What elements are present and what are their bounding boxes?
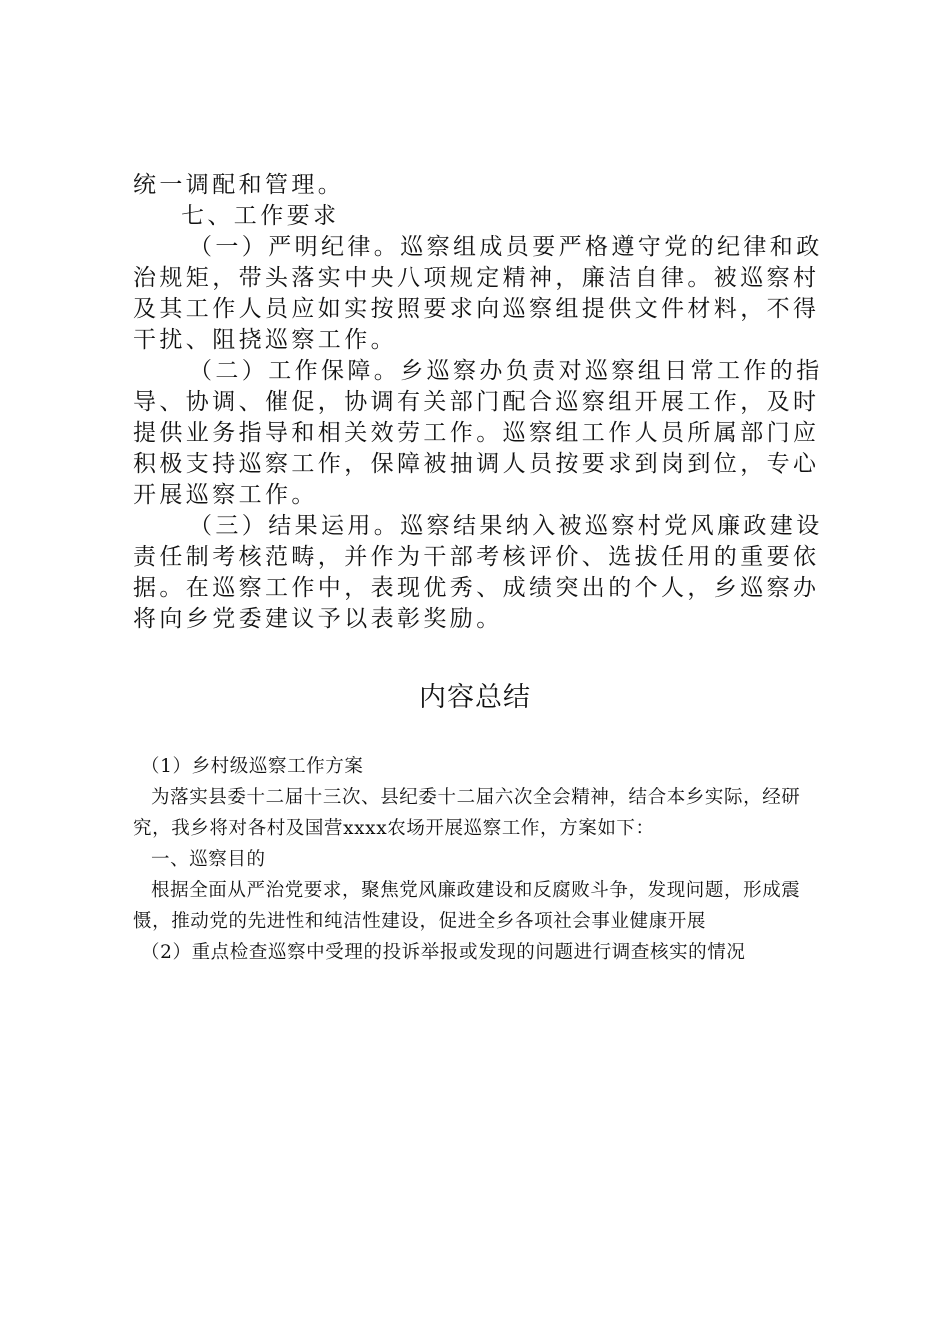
requirement-paragraph-3: （三）结果运用。巡察结果纳入被巡察村党风廉政建设责任制考核范畴，并作为干部考核评价、选拔任用的重要依据。在巡察工作中，表现优秀、成绩突出的个人，乡巡察办将向乡党委建议予以表彰奖励。	[133, 513, 823, 632]
section-heading: 七、工作要求	[181, 203, 340, 229]
requirement-paragraph-1: （一）严明纪律。巡察组成员要严格遵守党的纪律和政治规矩，带头落实中央八项规定精神，廉洁自律。被巡察村及其工作人员应如实按照要求向巡察组提供文件材料，不得干扰、阻挠巡察工作。	[133, 234, 823, 353]
summary-title: 内容总结	[419, 682, 531, 713]
summary-line-1: （1）乡村级巡察工作方案	[141, 756, 364, 777]
continuation-line: 统一调配和管理。	[133, 172, 345, 198]
summary-line-4: 根据全面从严治党要求，聚焦党风廉政建设和反腐败斗争，发现问题，形成震慑，推动党的先进性和纯洁性建设，促进全乡各项社会事业健康开展	[133, 880, 801, 932]
requirement-paragraph-2: （二）工作保障。乡巡察办负责对巡察组日常工作的指导、协调、催促，协调有关部门配合巡察组开展工作，及时提供业务指导和相关效劳工作。巡察组工作人员所属部门应积极支持巡察工作，保障被抽调人员按要求到岗到位，专心开展巡察工作。	[133, 358, 823, 508]
summary-line-2: 为落实县委十二届十三次、县纪委十二届六次全会精神，结合本乡实际，经研究，我乡将对各村及国营xxxx农场开展巡察工作，方案如下：	[133, 787, 801, 839]
summary-line-3: 一、巡察目的	[151, 849, 266, 870]
summary-section	[133, 751, 823, 968]
summary-line-5: （2）重点检查巡察中受理的投诉举报或发现的问题进行调查核实的情况	[141, 942, 746, 963]
document-body	[133, 170, 833, 635]
